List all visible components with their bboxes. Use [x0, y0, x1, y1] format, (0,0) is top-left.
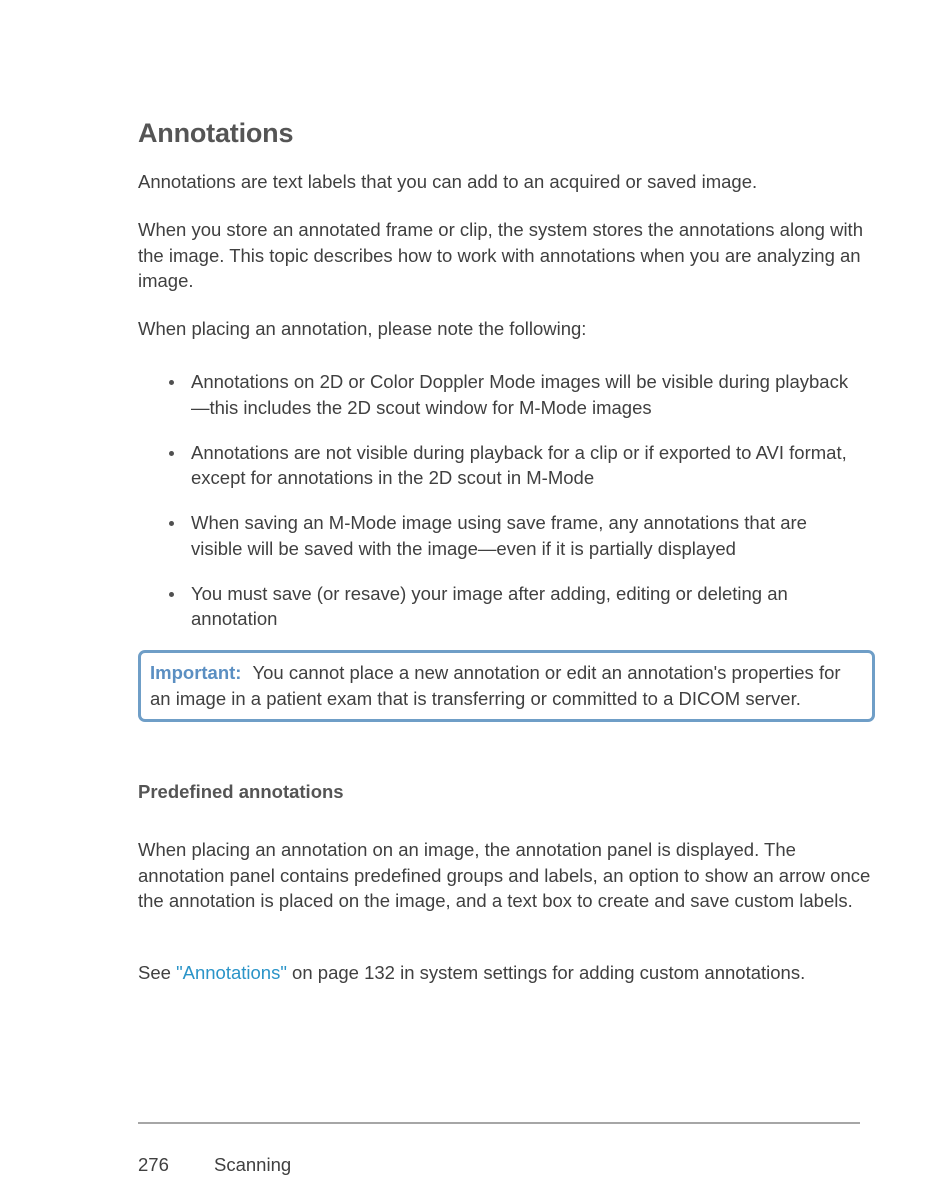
placing-note-paragraph: When placing an annotation, please note the following:: [138, 318, 587, 339]
annotations-page-link[interactable]: "Annotations": [176, 962, 287, 983]
list-item: [138, 369, 858, 420]
panel-paragraph: When placing an annotation on an image, the annotation panel is displayed. The annotation panel contains predefined groups and labels, an option to show an arrow once the annotation is placed on the image, and a text box to create and save custom labels.: [138, 839, 871, 911]
footer-divider: [138, 1122, 860, 1124]
bullet-icon: [169, 380, 174, 385]
page-footer: [138, 1154, 291, 1176]
intro-paragraph: Annotations are text labels that you can add to an acquired or saved image.: [138, 171, 758, 192]
notes-list: [138, 369, 858, 651]
list-item-text: You must save (or resave) your image after adding, editing or deleting an annotation: [191, 582, 788, 629]
bullet-icon: [169, 592, 174, 597]
bullet-icon: [169, 451, 174, 456]
footer-section: Scanning: [214, 1154, 292, 1175]
list-item-text: Annotations are not visible during playback for a clip or if exported to AVI format, except for annotations in the 2D scout in M-Mode: [191, 441, 847, 488]
page-number: 276: [138, 1154, 169, 1175]
important-text: You cannot place a new annotation or edit an annotation's properties for an image in a patient exam that is transferring or committed to a DICOM server.: [150, 662, 841, 709]
list-item-text: Annotations on 2D or Color Doppler Mode images will be visible during playback—this includes the 2D scout window for M-Mode images: [191, 371, 849, 418]
list-item: [138, 510, 858, 561]
important-label: Important:: [150, 662, 242, 683]
page-title: Annotations: [138, 118, 294, 148]
see-also-paragraph: [138, 960, 878, 986]
section-heading: Predefined annotations: [138, 781, 344, 802]
bullet-icon: [169, 521, 174, 526]
store-paragraph: When you store an annotated frame or clip, the system stores the annotations along with the image. This topic describes how to work with annotations when you are analyzing an image.: [138, 219, 863, 291]
list-item-text: When saving an M-Mode image using save frame, any annotations that are visible will be saved with the image—even if it is partially displayed: [191, 512, 807, 559]
list-item: [138, 581, 858, 632]
important-callout: [138, 650, 875, 722]
see-also-suffix: on page 132 in system settings for adding custom annotations.: [286, 962, 806, 983]
see-also-prefix: See: [138, 962, 177, 983]
list-item: [138, 440, 858, 491]
